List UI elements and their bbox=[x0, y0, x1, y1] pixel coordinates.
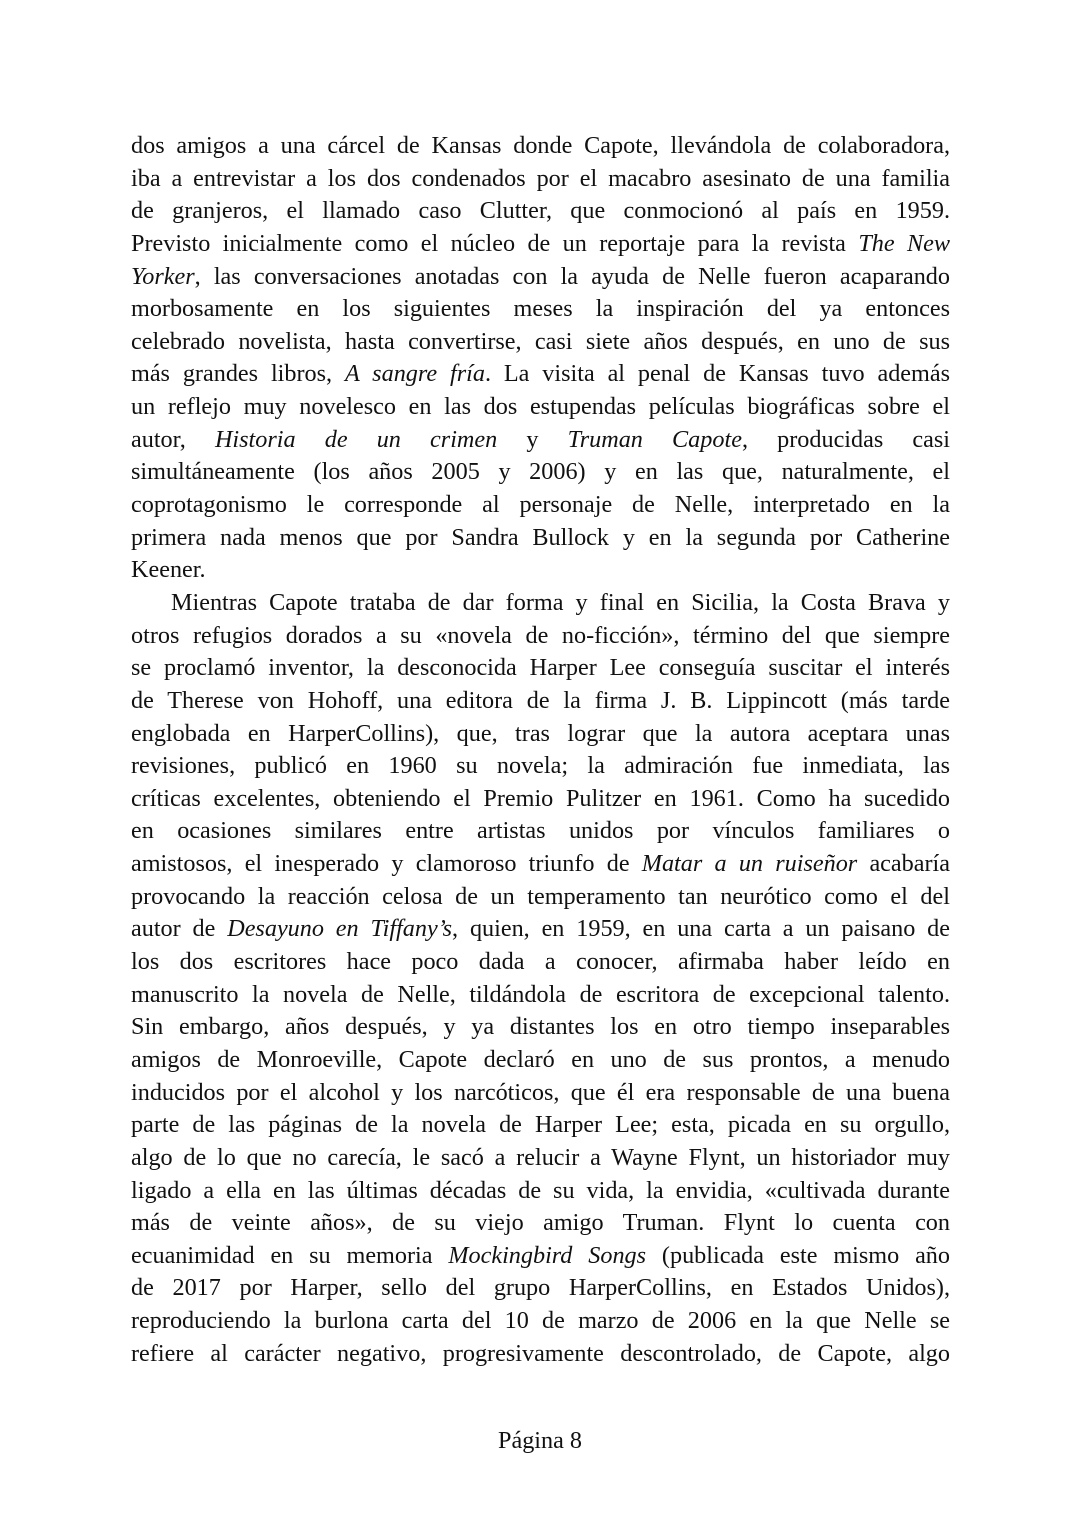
text-segment: , las conversaciones anotadas con la ayuda de Nelle fueron acaparando bbox=[194, 262, 950, 290]
text-segment: algo de lo que no carecía, le sacó a relucir a Wayne Flynt, un historiador muy bbox=[131, 1143, 950, 1171]
text-segment: parte de las páginas de la novela de Harper Lee; esta, picada en su orgullo, bbox=[131, 1111, 950, 1139]
text-line bbox=[131, 391, 950, 424]
text-line bbox=[131, 293, 950, 326]
text-segment: se proclamó inventor, la desconocida Harper Lee conseguía suscitar el interés bbox=[131, 654, 950, 682]
italic-title: Truman Capote bbox=[567, 425, 742, 453]
text-line bbox=[131, 587, 950, 620]
text-line bbox=[131, 1207, 950, 1240]
text-line bbox=[131, 1142, 950, 1175]
text-segment: Previsto inicialmente como el núcleo de un reportaje para la revista bbox=[131, 229, 859, 257]
text-segment: más de veinte años», de su viejo amigo Truman. Flynt lo cuenta con bbox=[131, 1209, 950, 1237]
text-segment: englobada en HarperCollins), que, tras lograr que la autora aceptara unas bbox=[131, 719, 950, 747]
italic-title: Yorker bbox=[131, 262, 195, 290]
text-segment: iba a entrevistar a los dos condenados por el macabro asesinato de una familia bbox=[131, 164, 950, 192]
text-line bbox=[131, 554, 950, 587]
text-line bbox=[131, 1011, 950, 1044]
text-line bbox=[131, 750, 950, 783]
text-segment: autor de bbox=[131, 915, 228, 943]
italic-title: A sangre fría bbox=[344, 360, 485, 388]
text-segment: y bbox=[497, 425, 568, 453]
text-segment: amigos de Monroeville, Capote declaró en uno de sus prontos, a menudo bbox=[131, 1045, 950, 1073]
text-line bbox=[131, 1338, 950, 1371]
italic-title: Matar a un ruiseñor bbox=[641, 850, 858, 878]
text-line bbox=[131, 358, 950, 391]
text-line bbox=[131, 979, 950, 1012]
paragraph bbox=[131, 587, 950, 1370]
text-line bbox=[131, 228, 950, 261]
text-segment: autor, bbox=[131, 425, 215, 453]
text-segment: provocando la reacción celosa de un temperamento tan neurótico como el del bbox=[131, 882, 950, 910]
text-segment: Sin embargo, años después, y ya distantes los en otro tiempo inseparables bbox=[131, 1013, 950, 1041]
text-line bbox=[131, 815, 950, 848]
text-segment: . La visita al penal de Kansas tuvo además bbox=[484, 360, 951, 388]
text-line bbox=[131, 1175, 950, 1208]
text-segment: , quien, en 1959, en una carta a un paisano de bbox=[452, 915, 950, 943]
text-segment: (publicada este mismo año bbox=[646, 1241, 950, 1269]
text-line bbox=[131, 848, 950, 881]
text-segment: críticas excelentes, obteniendo el Premio Pulitzer en 1961. Como ha sucedido bbox=[131, 784, 950, 812]
text-segment: ecuanimidad en su memoria bbox=[131, 1241, 449, 1269]
text-line bbox=[131, 130, 950, 163]
text-segment: refiere al carácter negativo, progresivamente descontrolado, de Capote, algo bbox=[131, 1339, 950, 1367]
text-line bbox=[131, 456, 950, 489]
text-line bbox=[131, 1240, 950, 1273]
text-segment: revisiones, publicó en 1960 su novela; la admiración fue inmediata, las bbox=[131, 752, 950, 780]
text-line bbox=[131, 489, 950, 522]
text-segment: primera nada menos que por Sandra Bullock y en la segunda por Catherine bbox=[131, 523, 950, 551]
text-line bbox=[131, 1077, 950, 1110]
text-line bbox=[131, 1272, 950, 1305]
text-segment: amistosos, el inesperado y clamoroso triunfo de bbox=[131, 850, 642, 878]
text-line bbox=[131, 652, 950, 685]
text-line bbox=[131, 913, 950, 946]
text-segment: morbosamente en los siguientes meses la inspiración del ya entonces bbox=[131, 295, 950, 323]
text-segment: ligado a ella en las últimas décadas de su vida, la envidia, «cultivada durante bbox=[131, 1176, 950, 1204]
text-line bbox=[131, 261, 950, 294]
text-segment: en ocasiones similares entre artistas unidos por vínculos familiares o bbox=[131, 817, 950, 845]
text-segment: Keener. bbox=[131, 556, 206, 584]
text-segment: Mientras Capote trataba de dar forma y final en Sicilia, la Costa Brava y bbox=[171, 588, 950, 616]
paragraph bbox=[131, 130, 950, 587]
text-line bbox=[131, 326, 950, 359]
italic-title: Historia de un crimen bbox=[214, 425, 498, 453]
text-segment: de granjeros, el llamado caso Clutter, que conmocionó al país en 1959. bbox=[131, 197, 950, 225]
text-line bbox=[131, 783, 950, 816]
text-line bbox=[131, 881, 950, 914]
text-segment: otros refugios dorados a su «novela de no-ficción», término del que siempre bbox=[131, 621, 950, 649]
text-line bbox=[131, 195, 950, 228]
text-segment: más grandes libros, bbox=[131, 360, 345, 388]
text-segment: dos amigos a una cárcel de Kansas donde Capote, llevándola de colaboradora, bbox=[131, 132, 950, 159]
text-line bbox=[131, 946, 950, 979]
text-segment: de Therese von Hohoff, una editora de la firma J. B. Lippincott (más tarde bbox=[131, 686, 950, 714]
italic-title: The New bbox=[858, 229, 950, 257]
text-segment: de 2017 por Harper, sello del grupo HarperCollins, en Estados Unidos), bbox=[131, 1274, 950, 1302]
italic-title: Desayuno en Tiffany’s bbox=[227, 915, 453, 943]
text-segment: un reflejo muy novelesco en las dos estupendas películas biográficas sobre el bbox=[131, 393, 950, 421]
text-segment: , producidas casi bbox=[741, 425, 951, 453]
text-segment: manuscrito la novela de Nelle, tildándola de escritora de excepcional talento. bbox=[131, 980, 950, 1008]
text-line bbox=[131, 718, 950, 751]
text-line bbox=[131, 163, 950, 196]
text-segment: inducidos por el alcohol y los narcóticos, que él era responsable de una buena bbox=[131, 1078, 950, 1106]
text-line bbox=[131, 522, 950, 555]
text-segment: los dos escritores hace poco dada a conocer, afirmaba haber leído en bbox=[131, 948, 950, 976]
text-line bbox=[131, 1044, 950, 1077]
text-segment: coprotagonismo le corresponde al personaje de Nelle, interpretado en la bbox=[131, 491, 950, 519]
text-segment: reproduciendo la burlona carta del 10 de marzo de 2006 en la que Nelle se bbox=[131, 1307, 950, 1335]
text-segment: celebrado novelista, hasta convertirse, casi siete años después, en uno de sus bbox=[131, 327, 950, 355]
text-segment: acabaría bbox=[857, 850, 950, 878]
page-number: Página 8 bbox=[498, 1427, 582, 1454]
text-line bbox=[131, 424, 950, 457]
text-segment: simultáneamente (los años 2005 y 2006) y en las que, naturalmente, el bbox=[131, 458, 950, 486]
text-line bbox=[131, 685, 950, 718]
text-line bbox=[131, 1305, 950, 1338]
text-line bbox=[131, 1109, 950, 1142]
text-line bbox=[131, 620, 950, 653]
page-body bbox=[131, 130, 950, 1370]
italic-title: Mockingbird Songs bbox=[448, 1241, 647, 1269]
